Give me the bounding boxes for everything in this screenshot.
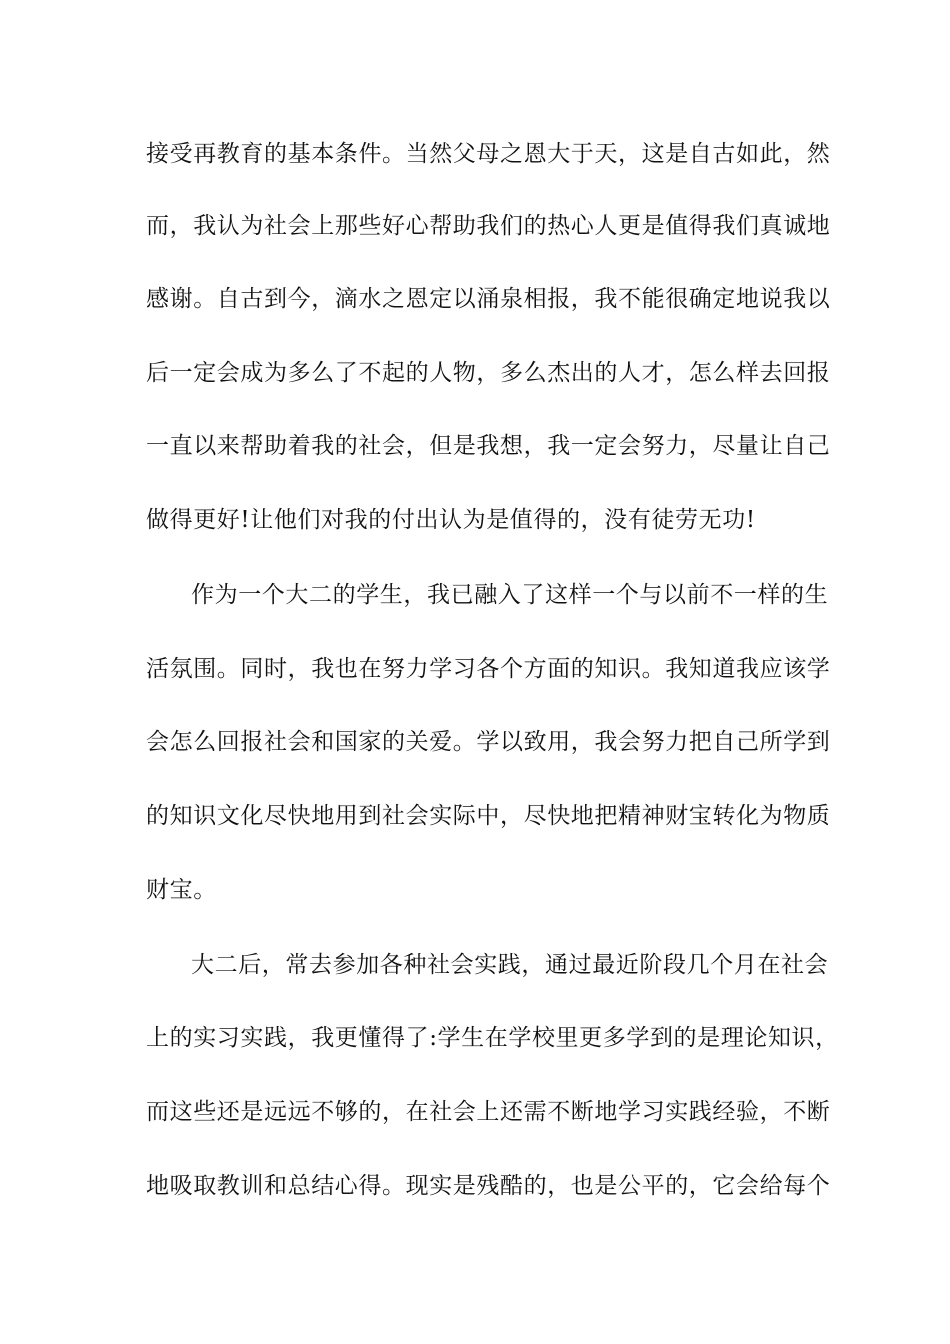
- paragraph-first-line: 大二后，常去参加各种社会实践，通过最近阶段几个月在社会: [191, 952, 829, 978]
- text-line: 后一定会成为多么了不起的人物，多么杰出的人才，怎么样去回报: [146, 360, 831, 386]
- text-line: 而，我认为社会上那些好心帮助我们的热心人更是值得我们真诚地: [146, 213, 831, 239]
- text-line: 的知识文化尽快地用到社会实际中，尽快地把精神财宝转化为物质: [146, 803, 831, 829]
- text-line: 财宝。: [146, 877, 217, 903]
- text-line: 上的实习实践，我更懂得了:学生在学校里更多学到的是理论知识，: [146, 1025, 839, 1051]
- text-line: 做得更好!让他们对我的付出认为是值得的，没有徒劳无功!: [146, 507, 756, 533]
- text-line: 感谢。自古到今，滴水之恩定以涌泉相报，我不能很确定地说我以: [146, 286, 831, 312]
- text-line: 一直以来帮助着我的社会，但是我想，我一定会努力，尽量让自己: [146, 433, 831, 459]
- paragraph-first-line: 作为一个大二的学生，我已融入了这样一个与以前不一样的生: [191, 582, 829, 608]
- text-line: 接受再教育的基本条件。当然父母之恩大于天，这是自古如此，然: [146, 141, 831, 167]
- text-line: 会怎么回报社会和国家的关爱。学以致用，我会努力把自己所学到: [146, 729, 831, 755]
- text-line: 而这些还是远远不够的，在社会上还需不断地学习实践经验，不断: [146, 1099, 831, 1125]
- text-line: 活氛围。同时，我也在努力学习各个方面的知识。我知道我应该学: [146, 656, 831, 682]
- text-line: 地吸取教训和总结心得。现实是残酷的，也是公平的，它会给每个: [146, 1173, 831, 1199]
